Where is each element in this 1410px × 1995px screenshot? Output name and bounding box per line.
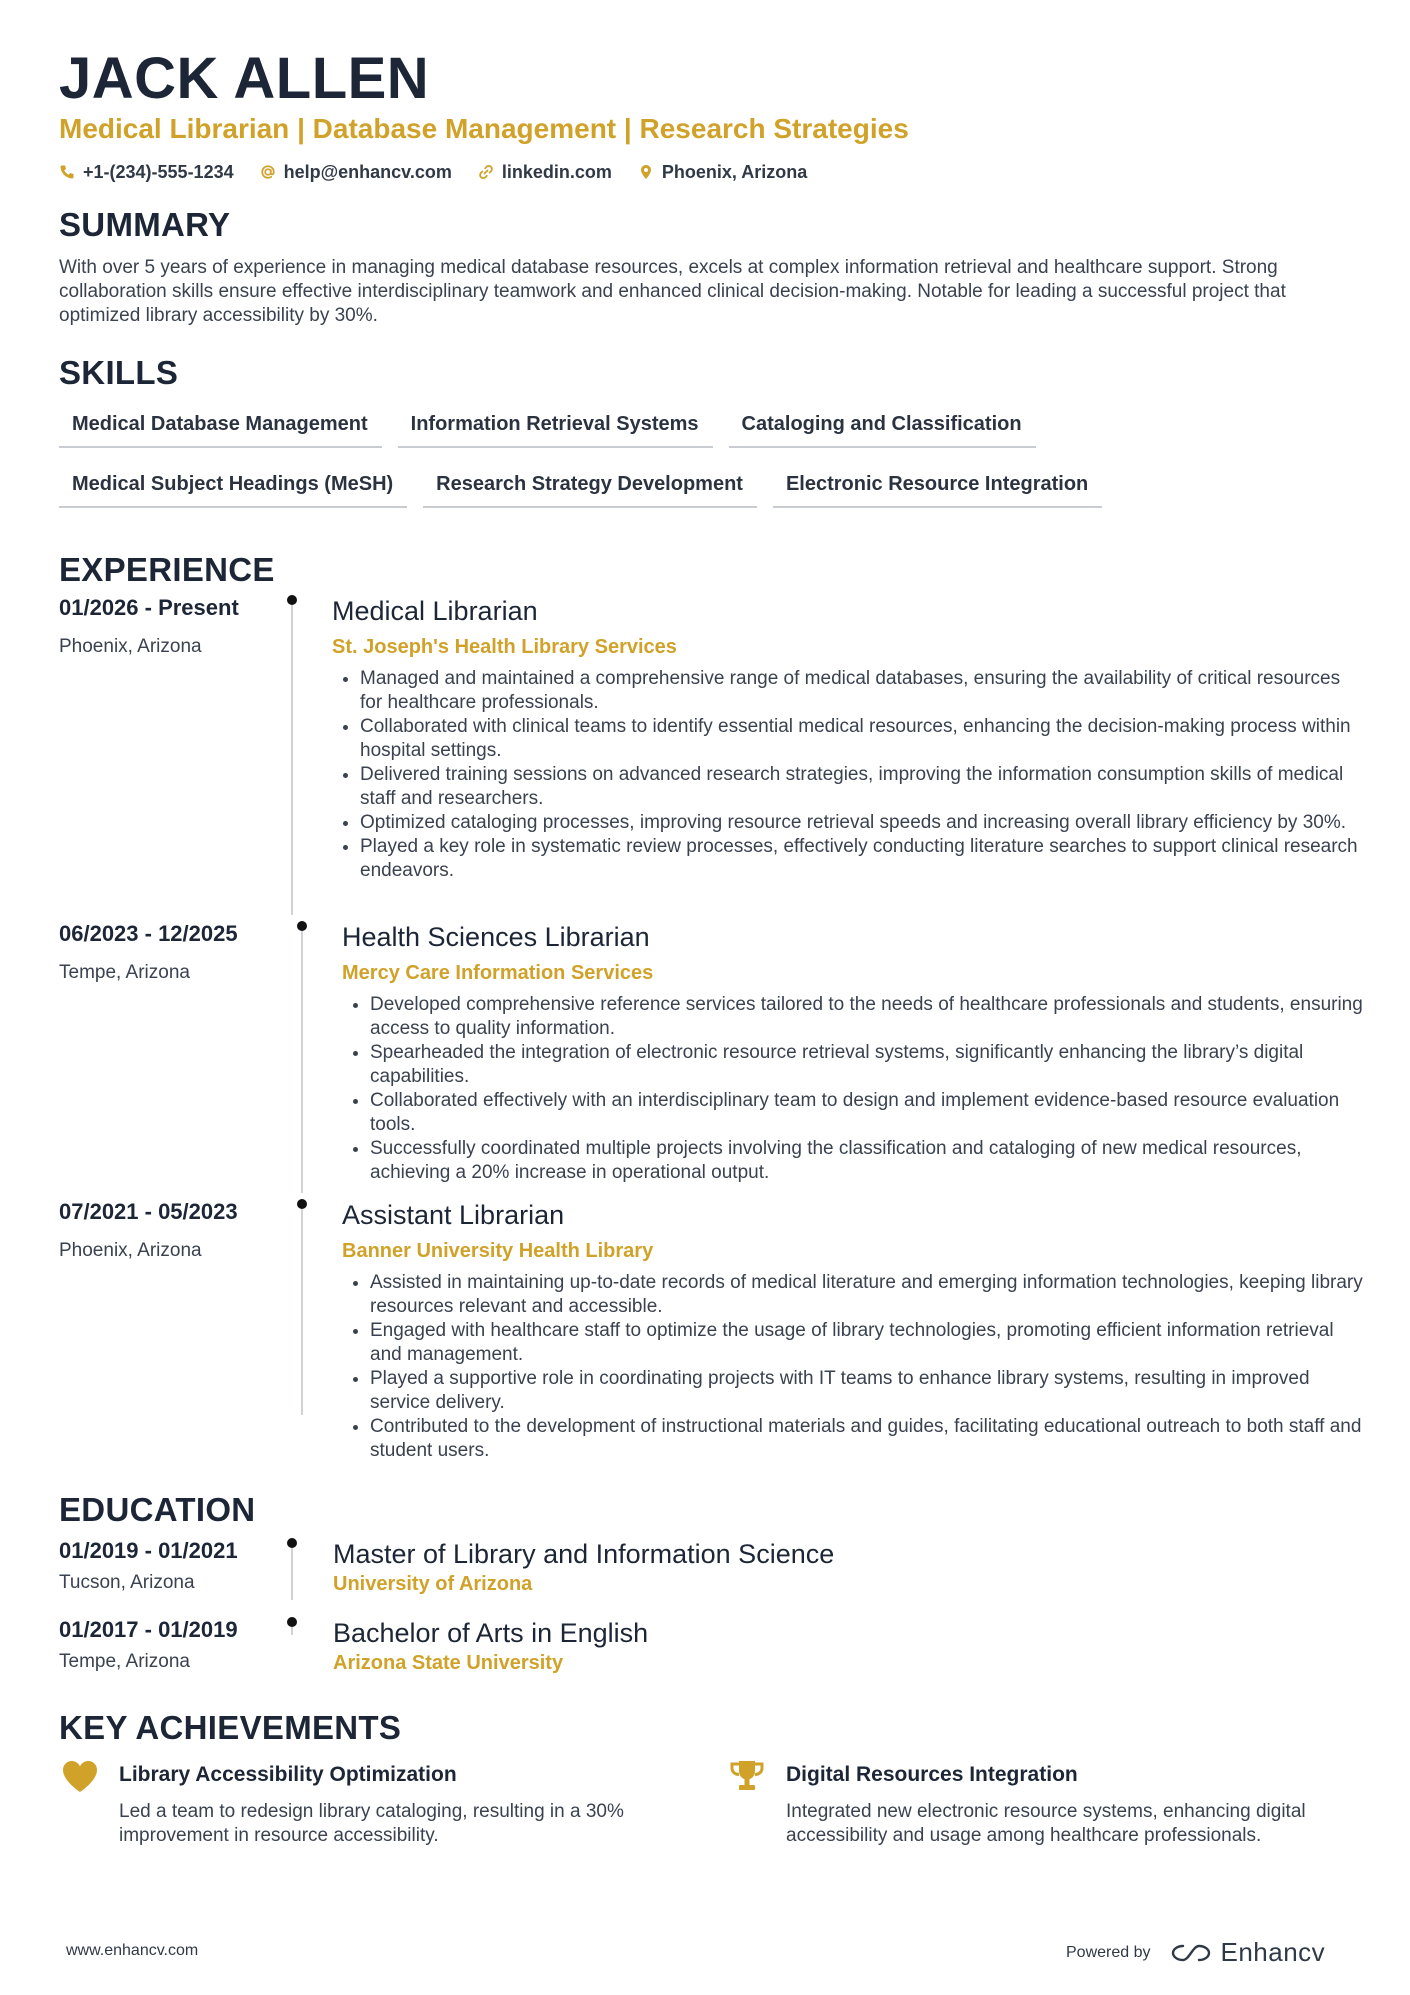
education-heading: EDUCATION	[59, 1491, 256, 1528]
skills-heading: SKILLS	[59, 354, 179, 391]
footer-branding	[1066, 1937, 1325, 1968]
timeline-dot	[287, 1617, 297, 1627]
summary-text: With over 5 years of experience in managing medical database resources, excels at complex information retrieval and healthcare support. Strong collaboration skills ensure effective interdisciplinary teamwork and enhanced clinical decision-making. Notable for leading a successful project that optimized library accessibility by 30%.	[59, 257, 1286, 326]
trophy-icon	[729, 1759, 765, 1793]
powered-by-label: Powered by	[1066, 1943, 1151, 1961]
at-icon	[260, 164, 276, 180]
entry-bullets	[342, 993, 1370, 1185]
summary-heading: SUMMARY	[59, 206, 231, 243]
entry-role: Medical Librarian	[332, 596, 538, 626]
entry-role: Assistant Librarian	[342, 1200, 565, 1230]
enhancv-logo-icon	[1169, 1941, 1213, 1965]
contact-location	[638, 160, 807, 184]
achievement-item	[59, 1755, 699, 1875]
bullet-item: • Collaborated with clinical teams to identify essential medical resources, enhancing the decision-making process within hospital settings.	[360, 715, 1360, 763]
degree: Master of Library and Information Science	[333, 1539, 835, 1569]
skill-tag: Electronic Resource Integration	[773, 467, 1102, 508]
timeline-line	[291, 1548, 293, 1600]
bullet-item: • Collaborated effectively with an interdisciplinary team to design and implement evidence-based resource evaluation tools.	[370, 1089, 1370, 1137]
school: Arizona State University	[333, 1652, 564, 1674]
linkedin-text: linkedin.com	[501, 162, 612, 182]
entry-date: 01/2017 - 01/2019	[59, 1617, 238, 1642]
entry-date: 07/2021 - 05/2023	[59, 1199, 238, 1224]
experience-heading: EXPERIENCE	[59, 551, 275, 588]
achievements-heading: KEY ACHIEVEMENTS	[59, 1709, 402, 1746]
bullet-item: • Developed comprehensive reference services tailored to the needs of healthcare professionals and students, ensuring access to quality information.	[370, 993, 1370, 1041]
contact-linkedin[interactable]	[478, 160, 612, 184]
entry-role: Health Sciences Librarian	[342, 922, 650, 952]
contact-email[interactable]	[260, 160, 452, 184]
skill-tag: Medical Subject Headings (MeSH)	[59, 467, 407, 508]
email-text: help@enhancv.com	[283, 162, 452, 182]
skill-tag: Medical Database Management	[59, 407, 382, 448]
timeline-line	[291, 1627, 293, 1635]
entry-location: Phoenix, Arizona	[59, 1240, 202, 1261]
achievement-title: Library Accessibility Optimization	[119, 1763, 457, 1786]
achievement-title: Digital Resources Integration	[786, 1763, 1078, 1786]
timeline-dot	[287, 595, 297, 605]
bullet-item: • Played a key role in systematic review processes, effectively conducting literature searches to support clinical research endeavors.	[360, 835, 1360, 883]
location-text: Phoenix, Arizona	[661, 162, 808, 182]
entry-location: Tucson, Arizona	[59, 1572, 195, 1593]
enhancv-logo[interactable]	[1169, 1937, 1326, 1968]
phone-icon	[59, 164, 75, 180]
bullet-item: • Spearheaded the integration of electronic resource retrieval systems, significantly enhancing the library’s digital capabilities.	[370, 1041, 1370, 1089]
entry-org: Mercy Care Information Services	[342, 962, 654, 984]
bullet-item: • Contributed to the development of instructional materials and guides, facilitating educational outreach to both staff and student users.	[370, 1415, 1370, 1463]
entry-date: 01/2026 - Present	[59, 595, 239, 620]
contact-bar	[59, 160, 807, 184]
bullet-item: • Managed and maintained a comprehensive range of medical databases, ensuring the availability of critical resources for healthcare professionals.	[360, 667, 1360, 715]
entry-org: Banner University Health Library	[342, 1240, 654, 1262]
entry-org: St. Joseph's Health Library Services	[332, 636, 677, 658]
bullet-item: • Assisted in maintaining up-to-date records of medical literature and emerging information technologies, keeping library resources relevant and accessible.	[370, 1271, 1370, 1319]
candidate-name: JACK ALLEN	[59, 46, 430, 111]
phone-text: +1-(234)-555-1234	[83, 162, 234, 182]
entry-date: 06/2023 - 12/2025	[59, 921, 238, 946]
timeline-dot	[297, 921, 307, 931]
entry-bullets	[342, 1271, 1370, 1463]
timeline-dot	[287, 1538, 297, 1548]
contact-phone[interactable]	[59, 160, 234, 184]
entry-date: 01/2019 - 01/2021	[59, 1538, 238, 1563]
footer-website[interactable]: www.enhancv.com	[66, 1942, 199, 1959]
entry-location: Tempe, Arizona	[59, 1651, 190, 1672]
achievement-text: Integrated new electronic resource systems, enhancing digital accessibility and usage among healthcare professionals.	[786, 1801, 1306, 1846]
location-pin-icon	[638, 164, 654, 180]
headline: Medical Librarian | Database Management | Research Strategies	[59, 113, 909, 144]
skill-tag: Cataloging and Classification	[729, 407, 1036, 448]
timeline-dot	[297, 1199, 307, 1209]
entry-bullets	[332, 667, 1360, 883]
bullet-item: • Engaged with healthcare staff to optimize the usage of library technologies, promoting efficient information retrieval and management.	[370, 1319, 1370, 1367]
bullet-item: • Optimized cataloging processes, improving resource retrieval speeds and increasing overall library efficiency by 30%.	[360, 811, 1360, 835]
achievement-item	[727, 1755, 1367, 1875]
heart-icon	[61, 1759, 99, 1793]
achievement-text: Led a team to redesign library cataloging, resulting in a 30% improvement in resource accessibility.	[119, 1801, 624, 1846]
bullet-item: • Delivered training sessions on advanced research strategies, improving the information consumption skills of medical staff and researchers.	[360, 763, 1360, 811]
timeline-line	[301, 1209, 303, 1415]
link-icon	[478, 164, 494, 180]
entry-location: Tempe, Arizona	[59, 962, 190, 983]
entry-location: Phoenix, Arizona	[59, 636, 202, 657]
timeline-line	[291, 605, 293, 915]
skill-tag: Information Retrieval Systems	[398, 407, 713, 448]
school: University of Arizona	[333, 1573, 533, 1595]
bullet-item: • Successfully coordinated multiple projects involving the classification and cataloging of new medical resources, achieving a 20% increase in operational output.	[370, 1137, 1370, 1185]
skills-row-2	[59, 467, 1102, 508]
timeline-line	[301, 931, 303, 1193]
skill-tag: Research Strategy Development	[423, 467, 757, 508]
skills-row-1	[59, 407, 1036, 448]
bullet-item: • Played a supportive role in coordinating projects with IT teams to enhance library systems, resulting in improved service delivery.	[370, 1367, 1370, 1415]
brand-name: Enhancv	[1220, 1937, 1326, 1967]
degree: Bachelor of Arts in English	[333, 1618, 649, 1648]
